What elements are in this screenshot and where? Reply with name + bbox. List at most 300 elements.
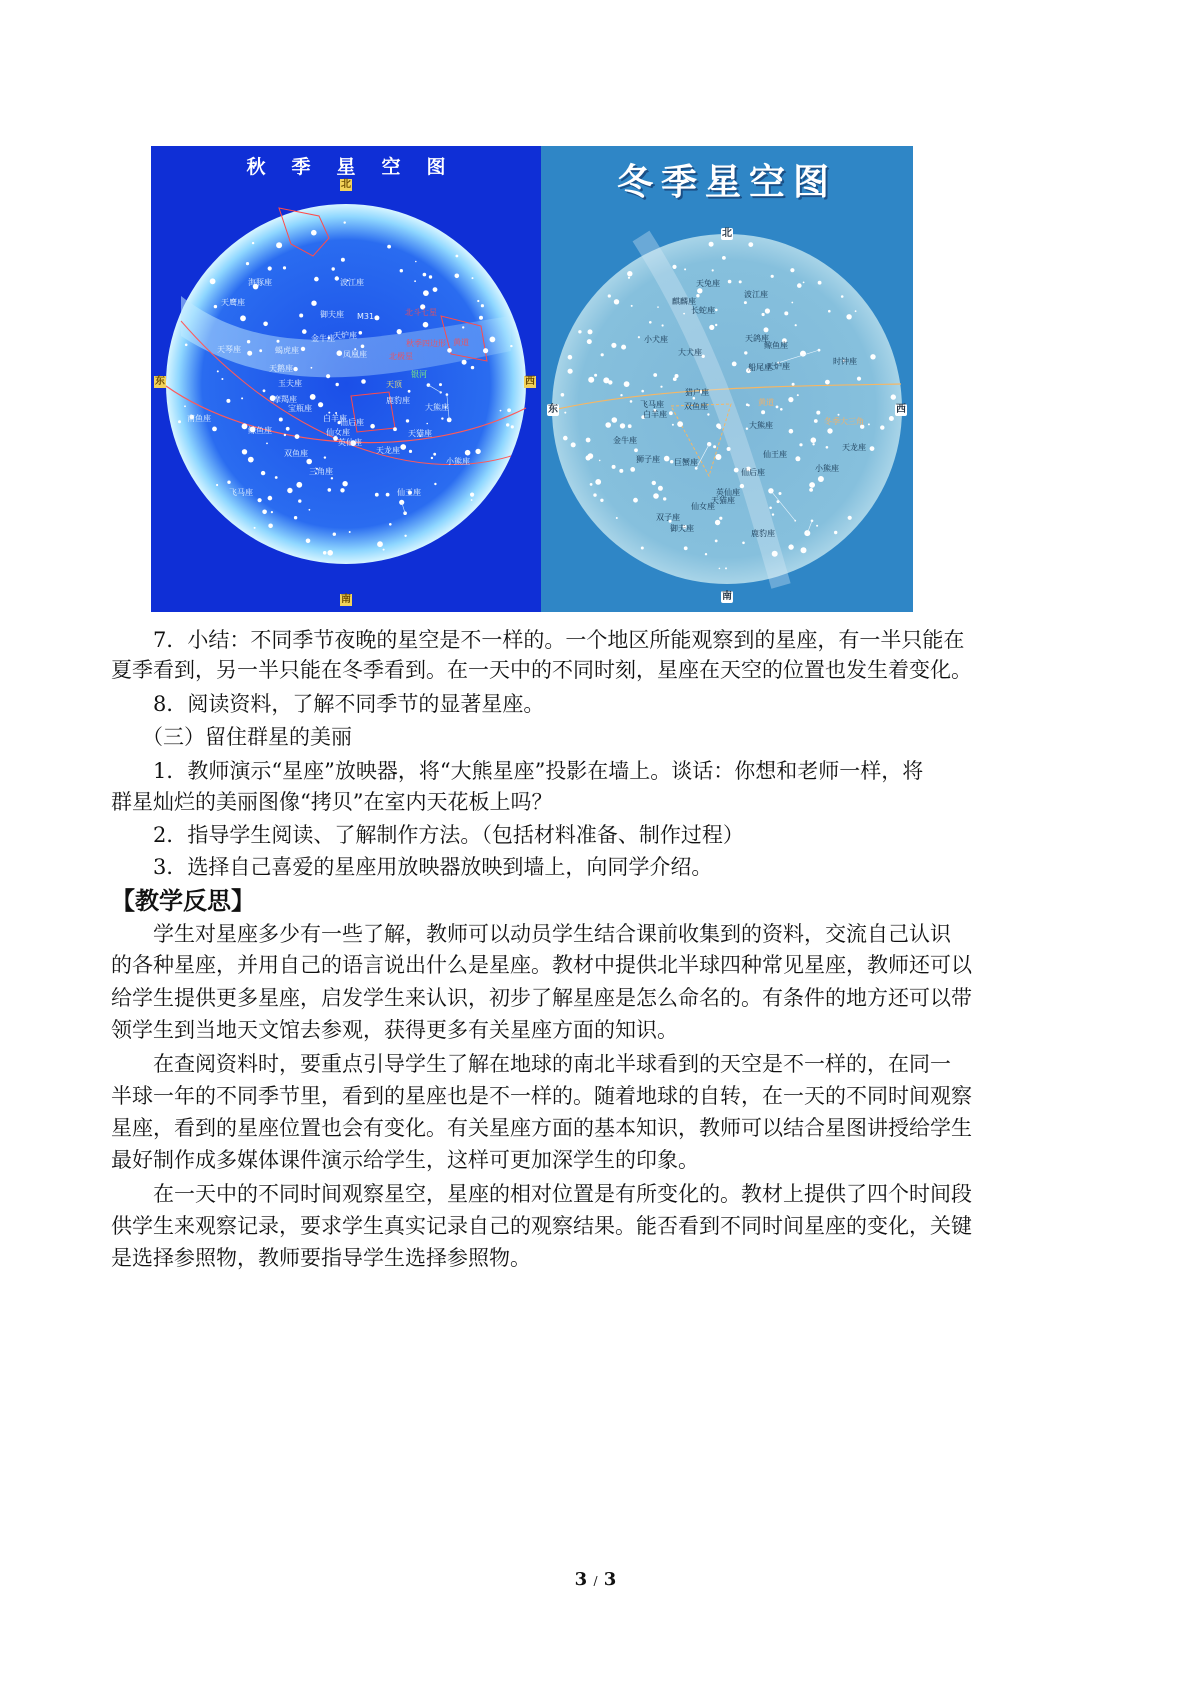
star <box>765 308 770 313</box>
star <box>433 453 436 456</box>
constellation-label: 北斗七星 <box>405 308 437 317</box>
star <box>263 322 268 327</box>
star <box>408 390 411 393</box>
constellation-label: 天炉座 <box>766 362 790 371</box>
star <box>595 479 601 485</box>
star <box>507 408 511 412</box>
star <box>336 383 339 386</box>
star <box>797 394 799 396</box>
star <box>276 242 282 248</box>
constellation-label: 三角座 <box>309 467 333 476</box>
star <box>268 524 273 529</box>
star <box>242 423 248 429</box>
star <box>696 294 699 297</box>
star <box>184 405 186 407</box>
star <box>506 423 509 426</box>
star <box>294 516 297 519</box>
constellation-label: 鹿豹座 <box>751 529 775 538</box>
constellation-label: 飞马座 <box>640 400 664 409</box>
star <box>663 497 666 500</box>
star <box>423 322 429 328</box>
star <box>470 493 474 497</box>
star <box>707 413 709 415</box>
star <box>652 481 656 485</box>
star <box>447 348 452 353</box>
constellation-label: 御夫座 <box>670 524 694 533</box>
star <box>337 350 343 356</box>
star <box>801 547 807 553</box>
star <box>242 449 247 454</box>
star <box>434 483 436 485</box>
star <box>611 343 616 348</box>
star <box>588 377 594 383</box>
star <box>216 484 218 486</box>
star <box>217 370 219 372</box>
constellation-label: 小熊座 <box>446 457 470 466</box>
star <box>776 406 779 409</box>
autumn-star-chart <box>151 146 541 612</box>
reflection-paragraph: 供学生来观察记录，要求学生真实记录自己的观察结果。能否看到不同时间星座的变化，关键 <box>111 1214 972 1238</box>
star <box>455 274 460 279</box>
star <box>564 412 566 414</box>
star <box>697 288 702 293</box>
star <box>415 261 417 263</box>
star <box>511 425 514 428</box>
star <box>341 258 345 262</box>
winter-chart-title: 冬季星空图 <box>616 162 837 203</box>
star <box>715 454 721 460</box>
star <box>456 255 459 258</box>
constellation-label: 仙后座 <box>340 418 364 427</box>
section-subheading: （三）留住群星的美丽 <box>142 725 352 749</box>
winter-star-chart <box>541 146 913 612</box>
star <box>601 353 604 356</box>
star <box>311 367 313 369</box>
star <box>658 486 663 491</box>
star <box>268 266 272 270</box>
star <box>627 271 632 276</box>
star <box>816 411 820 415</box>
star <box>593 493 596 496</box>
star <box>621 345 626 350</box>
star <box>431 457 433 459</box>
star <box>630 467 635 472</box>
star <box>791 302 793 304</box>
star <box>638 336 640 338</box>
star <box>718 426 721 429</box>
star <box>309 509 311 511</box>
star <box>578 330 581 333</box>
constellation-label: 麒麟座 <box>672 297 696 306</box>
star <box>275 476 278 479</box>
paragraph: 7．小结：不同季节夜晚的星空是不一样的。一个地区所能观察到的星座，有一半只能在 <box>153 628 965 652</box>
constellation-label: 金牛座 <box>311 334 335 343</box>
star <box>377 541 383 547</box>
star <box>855 310 857 312</box>
constellation-label: 大熊座 <box>425 403 449 412</box>
star <box>649 321 652 324</box>
constellation-label: 天猫座 <box>711 496 735 505</box>
star <box>811 437 817 443</box>
star <box>471 499 473 501</box>
paragraph: 3．选择自己喜爱的星座用放映器放映到墙上，向同学介绍。 <box>153 855 713 879</box>
west-marker: 西 <box>525 376 535 387</box>
constellation-label: 天龙座 <box>842 443 866 452</box>
constellation-label: 仙女座 <box>326 428 350 437</box>
star <box>374 315 379 320</box>
page-current: 3 <box>574 1569 588 1590</box>
star <box>608 294 611 297</box>
star <box>210 278 216 284</box>
star <box>628 277 630 279</box>
star <box>653 373 657 377</box>
star <box>178 420 181 423</box>
star <box>471 366 474 369</box>
star <box>326 374 330 378</box>
star <box>271 511 273 513</box>
constellation-label: 银河 <box>411 370 427 379</box>
constellation-label: 南鱼座 <box>187 414 211 423</box>
constellation-label: 白羊座 <box>323 414 347 423</box>
star <box>359 331 363 335</box>
star <box>713 445 716 448</box>
reflection-paragraph: 学生对星座多少有一些了解，教师可以动员学生结合课前收集到的资料，交流自己认识 <box>153 922 951 946</box>
star <box>712 269 714 271</box>
star <box>323 551 327 555</box>
star <box>727 447 731 451</box>
autumn-chart-title: 秋季星空图 <box>246 156 472 178</box>
star <box>433 287 438 292</box>
star <box>812 443 814 445</box>
paragraph: 8．阅读资料，了解不同季节的显著星座。 <box>153 692 545 716</box>
star <box>302 329 307 334</box>
star <box>838 414 840 416</box>
star <box>335 276 339 280</box>
constellation-label: 金牛座 <box>613 436 637 445</box>
constellation-label: 长蛇座 <box>691 306 715 315</box>
constellation-label: 天猫座 <box>408 429 432 438</box>
star <box>809 482 815 488</box>
constellation-label: 英仙座 <box>716 488 740 497</box>
star <box>769 507 772 510</box>
star <box>868 423 870 425</box>
star <box>586 438 591 443</box>
constellation-label: 双子座 <box>656 513 680 522</box>
star <box>715 520 720 525</box>
constellation-label: 天龙座 <box>376 446 400 455</box>
star <box>608 380 612 384</box>
star <box>262 510 267 515</box>
star <box>612 417 618 423</box>
star <box>462 360 467 365</box>
constellation-label: 英仙座 <box>338 438 362 447</box>
star <box>746 403 749 406</box>
star <box>616 517 618 519</box>
star <box>263 389 266 392</box>
star <box>299 314 303 318</box>
star <box>740 484 744 488</box>
star <box>241 397 243 399</box>
star <box>705 553 707 555</box>
star <box>296 482 302 488</box>
star <box>744 351 747 354</box>
star <box>301 347 305 351</box>
star <box>634 448 638 452</box>
star <box>816 525 818 527</box>
star <box>594 374 597 377</box>
star <box>828 310 831 313</box>
star <box>397 329 402 334</box>
star <box>672 424 674 426</box>
star <box>324 456 326 458</box>
star <box>306 459 312 465</box>
constellation-label: 鲸鱼座 <box>248 426 272 435</box>
star <box>409 450 412 453</box>
constellation-label: 仙王座 <box>763 450 787 459</box>
star <box>795 324 797 326</box>
star <box>465 450 471 456</box>
star <box>746 428 748 430</box>
star <box>490 337 496 343</box>
constellation-label: 仙后座 <box>741 468 765 477</box>
star <box>563 436 568 441</box>
constellation-label: 仙女座 <box>691 502 715 511</box>
star <box>827 428 832 433</box>
star <box>240 315 246 321</box>
star <box>870 446 875 451</box>
star <box>722 256 726 260</box>
star <box>477 300 479 302</box>
constellation-label: 黄道 <box>758 398 774 407</box>
star <box>221 378 223 380</box>
star <box>789 429 794 434</box>
constellation-label: 海豚座 <box>248 278 272 287</box>
star <box>709 242 714 247</box>
star <box>818 349 821 352</box>
star <box>349 531 351 533</box>
star <box>826 446 829 449</box>
star <box>792 383 795 386</box>
constellation-label: 仙王座 <box>397 488 421 497</box>
star <box>479 316 483 320</box>
reflection-paragraph: 在一天中的不同时间观察星空，星座的相对位置是有所变化的。教材上提供了四个时间段 <box>153 1182 972 1206</box>
star <box>814 419 818 423</box>
star <box>387 245 391 249</box>
west-marker: 西 <box>896 404 906 415</box>
star <box>657 306 659 308</box>
star <box>709 325 714 330</box>
star <box>571 442 576 447</box>
star <box>500 410 502 412</box>
star <box>279 418 283 422</box>
star <box>310 394 316 400</box>
star <box>889 416 894 421</box>
star <box>259 349 262 352</box>
star <box>748 242 753 247</box>
constellation-label: 大犬座 <box>678 348 702 357</box>
star <box>620 423 625 428</box>
reflection-paragraph: 在查阅资料时，要重点引导学生了解在地球的南北半球看到的天空是不一样的，在同一 <box>153 1052 951 1076</box>
star <box>799 443 802 446</box>
star <box>340 488 344 492</box>
star <box>246 262 249 265</box>
star <box>772 513 774 515</box>
star <box>631 305 633 307</box>
constellation-label: 摩羯座 <box>273 395 297 404</box>
star <box>764 327 769 332</box>
star <box>728 280 732 284</box>
north-marker: 北 <box>341 179 351 190</box>
star <box>311 230 317 236</box>
constellation-label: 小熊座 <box>815 464 839 473</box>
star <box>719 517 722 520</box>
star <box>286 427 290 431</box>
star <box>293 367 297 371</box>
paragraph: 群星灿烂的美丽图像“拷贝”在室内天花板上吗？ <box>111 790 553 814</box>
star <box>247 351 252 356</box>
star <box>684 546 688 550</box>
reflection-heading: 【教学反思】 <box>111 887 255 915</box>
star <box>612 465 616 469</box>
star <box>624 381 630 387</box>
star <box>715 309 718 312</box>
north-marker: 北 <box>722 228 732 239</box>
reflection-paragraph: 给学生提供更多星座，启发学生来认识，初步了解星座是怎么命名的。有条件的地方还可以带 <box>111 986 972 1010</box>
star <box>185 344 188 347</box>
star <box>423 290 429 296</box>
star <box>331 477 333 479</box>
star <box>683 313 685 315</box>
star <box>762 313 765 316</box>
star <box>715 540 718 543</box>
star <box>818 476 824 482</box>
page-separator: / <box>593 1574 598 1588</box>
constellation-label: 天炉座 <box>333 331 357 340</box>
star <box>628 424 632 428</box>
star <box>404 535 406 537</box>
star <box>266 443 268 445</box>
constellation-label: 黄道 <box>453 338 469 347</box>
constellation-label: 波江座 <box>744 290 768 299</box>
constellation-label: 秋季四边形 <box>406 339 446 348</box>
star <box>406 419 409 422</box>
constellation-label: 鹿豹座 <box>386 396 410 405</box>
star <box>779 492 782 495</box>
star <box>825 380 830 385</box>
star <box>252 242 254 244</box>
star <box>664 456 670 462</box>
star <box>641 390 644 393</box>
star <box>784 311 788 315</box>
star <box>803 282 805 284</box>
star <box>295 434 300 439</box>
constellation-label: 蝎虎座 <box>275 346 299 355</box>
star <box>370 424 375 429</box>
star <box>804 530 810 536</box>
constellation-label: 飞马座 <box>229 488 253 497</box>
constellation-label: 宝瓶座 <box>288 404 312 413</box>
star <box>672 265 676 269</box>
star <box>284 434 286 436</box>
star <box>475 449 480 454</box>
star <box>561 393 565 397</box>
star <box>771 275 774 278</box>
star <box>739 280 742 283</box>
paragraph: 夏季看到，另一半只能在冬季看到。在一天中的不同时刻，星座在天空的位置也发生着变化。 <box>111 658 972 682</box>
page-total: 3 <box>603 1569 617 1590</box>
star <box>677 421 683 427</box>
star <box>891 394 896 399</box>
star <box>248 457 254 463</box>
star <box>599 460 601 462</box>
reflection-paragraph: 领学生到当地天文馆去参观，获得更多有关星座方面的知识。 <box>111 1018 678 1042</box>
constellation-label: 白羊座 <box>643 410 667 419</box>
star <box>761 410 765 414</box>
star <box>277 340 280 343</box>
star <box>287 488 292 493</box>
reflection-paragraph: 最好制作成多媒体课件演示给学生，这样可更加深学生的印象。 <box>111 1148 699 1172</box>
south-marker: 南 <box>722 591 732 602</box>
reflection-paragraph: 星座，看到的星座位置也会有变化。有关星座方面的基本知识，教师可以结合星图讲授给学生 <box>111 1116 972 1140</box>
star <box>841 295 844 298</box>
star <box>332 267 335 270</box>
star <box>588 453 594 459</box>
star <box>809 488 813 492</box>
paragraph: 2．指导学生阅读、了解制作方法。（包括材料准备、制作过程） <box>153 823 744 847</box>
star <box>361 345 365 349</box>
star <box>212 427 217 432</box>
star <box>318 402 323 407</box>
star <box>462 326 464 328</box>
star <box>790 268 794 272</box>
star <box>247 340 250 343</box>
star <box>587 339 592 344</box>
star <box>788 544 793 549</box>
winter-sky-dome <box>541 146 913 612</box>
star <box>510 345 512 347</box>
south-marker: 南 <box>341 594 351 605</box>
constellation-label: 船尾座 <box>748 363 772 372</box>
star <box>226 399 230 403</box>
star <box>619 469 623 473</box>
autumn-sky-dome <box>151 146 541 612</box>
constellation-label: 小犬座 <box>644 335 668 344</box>
reflection-paragraph: 的各种星座，并用自己的语言说出什么是星座。教材中提供北半球四种常见星座，教师还可以 <box>111 953 972 977</box>
star <box>227 481 230 484</box>
constellation-label: 猎户座 <box>685 388 709 397</box>
star <box>439 383 442 386</box>
east-marker: 东 <box>548 404 558 415</box>
star <box>880 425 884 429</box>
star <box>742 542 745 545</box>
star <box>258 498 262 502</box>
star <box>641 547 644 550</box>
star <box>327 550 333 556</box>
star <box>614 299 619 304</box>
star <box>715 324 717 326</box>
star <box>780 408 783 411</box>
star <box>311 301 316 306</box>
star <box>298 499 301 502</box>
constellation-label: 狮子座 <box>636 455 660 464</box>
star <box>818 281 822 285</box>
star <box>400 444 406 450</box>
star <box>333 533 336 536</box>
star <box>795 456 800 461</box>
star <box>788 397 793 402</box>
star <box>732 362 737 367</box>
star <box>684 268 686 270</box>
